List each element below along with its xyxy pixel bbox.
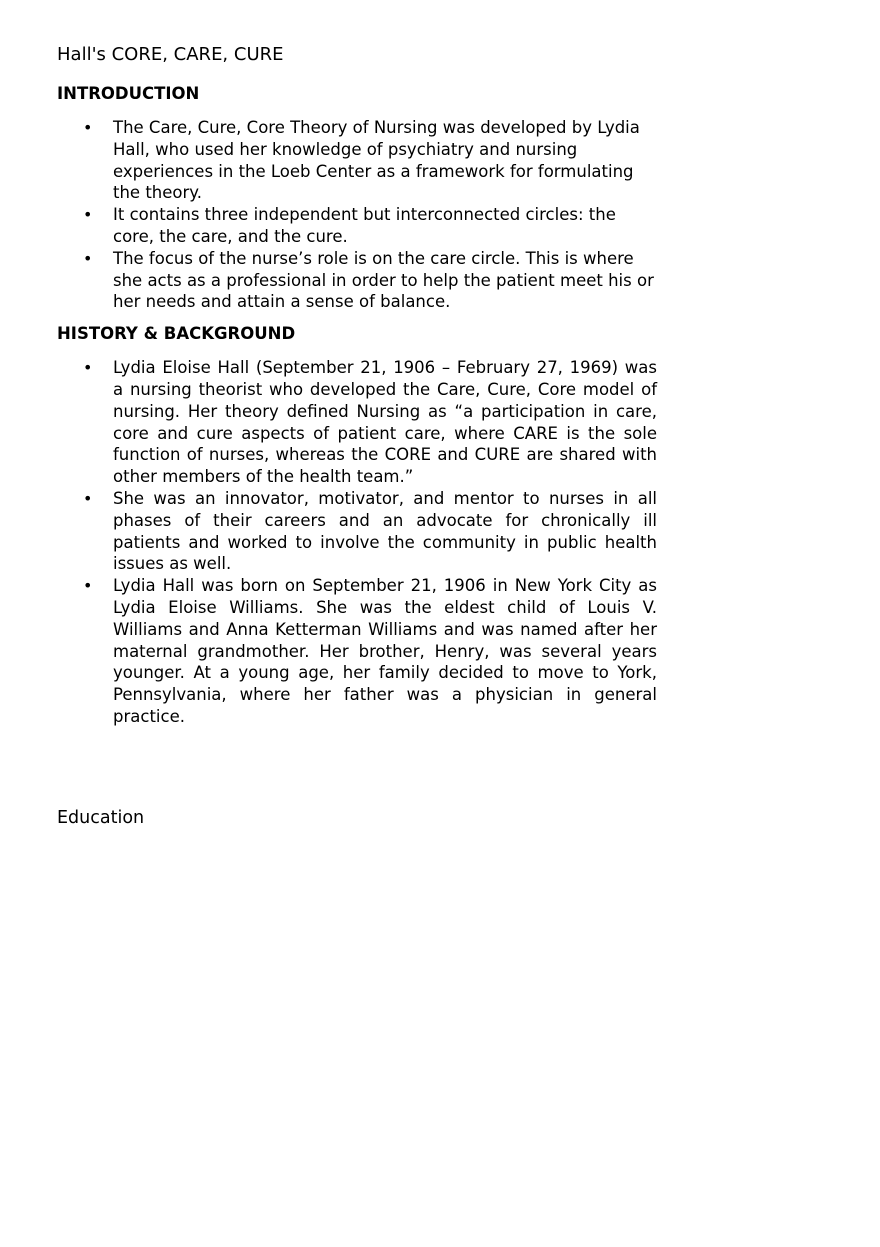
list-item-text: It contains three independent but interconnected circles: the core, the care, and the cure. [113, 205, 616, 246]
bullet-icon: • [83, 248, 93, 268]
list-item [57, 575, 657, 728]
bullet-icon: • [83, 576, 93, 596]
education-heading: Education [57, 807, 145, 828]
history-list [57, 357, 657, 728]
document-page [57, 42, 657, 830]
introduction-list [57, 117, 657, 313]
bullet-icon: • [83, 358, 93, 378]
bullet-icon: • [83, 118, 93, 137]
list-item-text: Lydia Hall was born on September 21, 1906 in New York City as Lydia Eloise Williams. She was the eldest child of Louis V. Williams and Anna Ketterman Williams and was named after her maternal grandmother. Her brother, Henry, was several years younger. At a young age, her family decided to move to York, Pennsylvania, where her father was a physician in general practice. [113, 576, 657, 726]
history-heading: HISTORY & BACKGROUND [57, 324, 296, 344]
bullet-icon: • [83, 205, 93, 225]
list-item-text: She was an innovator, motivator, and mentor to nurses in all phases of their careers and an advocate for chronically ill patients and worked to involve the community in public health issues as well. [113, 488, 657, 574]
bullet-icon: • [83, 488, 93, 508]
list-item [57, 248, 657, 313]
list-item [57, 357, 657, 488]
list-item [57, 117, 657, 204]
list-item-text: The Care, Cure, Core Theory of Nursing was developed by Lydia Hall, who used her knowledge of psychiatry and nursing experiences in the Loeb Center as a framework for formulating the theory. [113, 118, 640, 203]
list-item [57, 488, 657, 575]
list-item-text: The focus of the nurse’s role is on the care circle. This is where she acts as a professional in order to help the patient meet his or her needs and attain a sense of balance. [113, 248, 654, 312]
introduction-heading: INTRODUCTION [57, 84, 200, 103]
document-title: Hall's CORE, CARE, CURE [57, 44, 284, 65]
list-item-text: Lydia Eloise Hall (September 21, 1906 – February 27, 1969) was a nursing theorist who developed the Care, Cure, Core model of nursing. Her theory defined Nursing as “a participation in care, core and cure aspects of patient care, where CARE is the sole function of nurses, whereas the CORE and CURE are shared with other members of the health team.” [113, 358, 657, 487]
list-item [57, 204, 657, 248]
